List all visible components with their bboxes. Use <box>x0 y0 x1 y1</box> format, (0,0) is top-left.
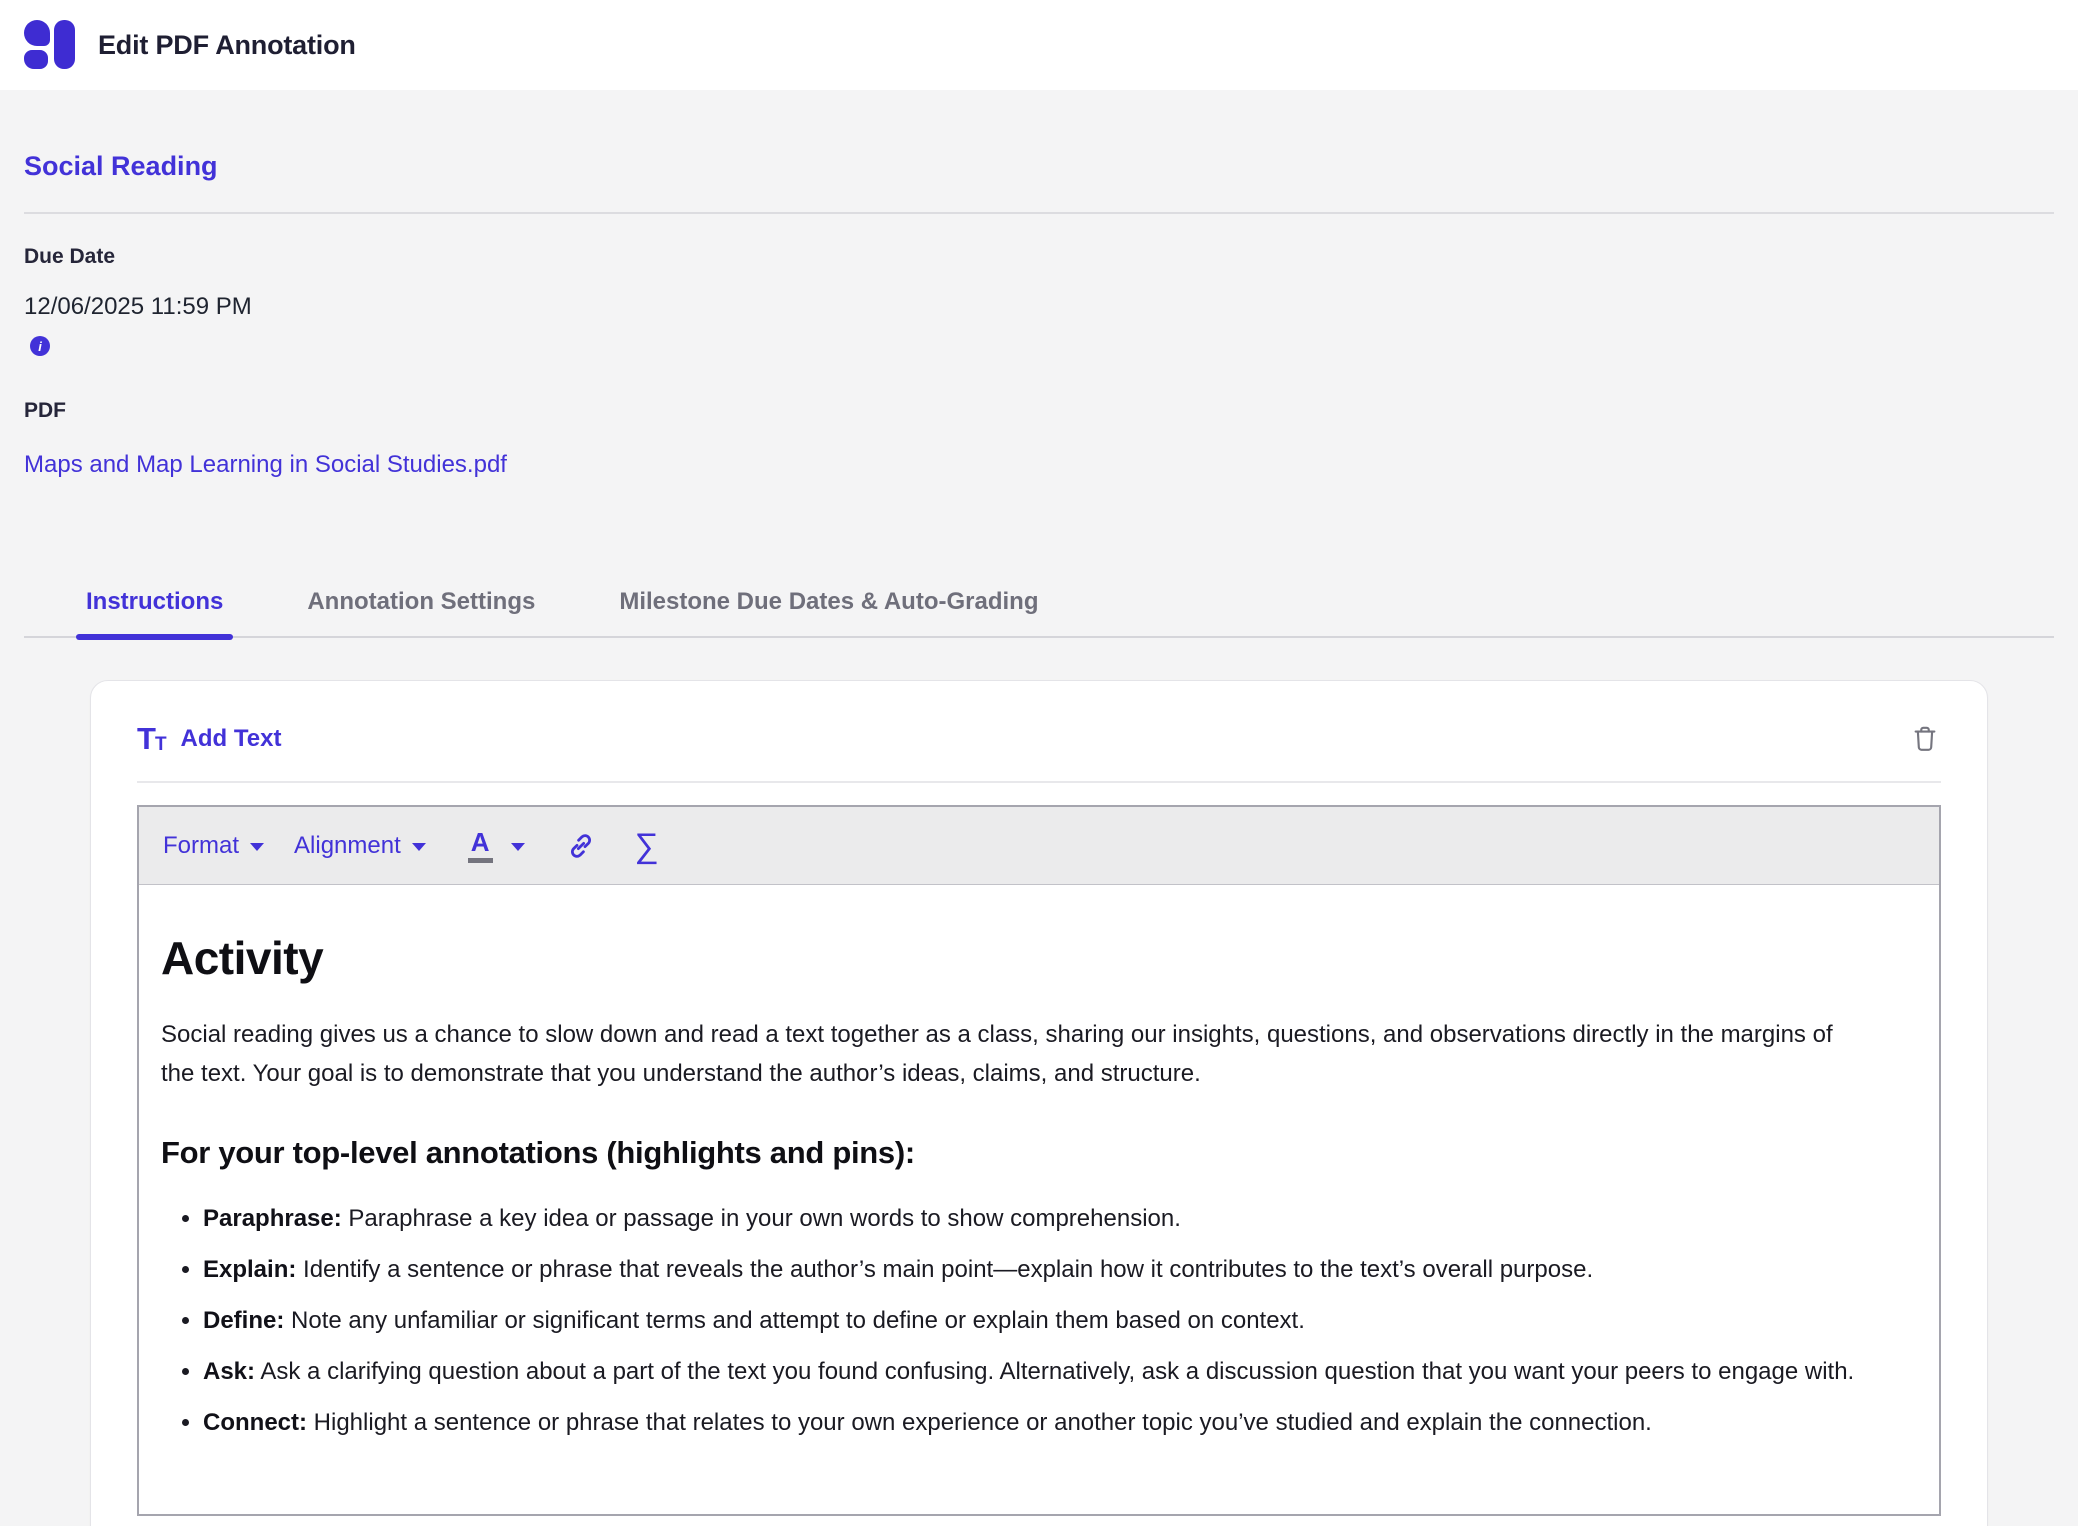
list-item: • Connect: Highlight a sentence or phrase that relates to your own experience or another topic you’ve studied and explain the connection. <box>203 1403 1891 1442</box>
doc-intro-paragraph: Social reading gives us a chance to slow down and read a text together as a class, sharing our insights, questions, and observations directly in the margins of the text. Your goal is to demonstrate that you understand the author’s ideas, claims, and structure. <box>161 1021 1833 1087</box>
editor-toolbar <box>139 807 1939 885</box>
logo-shape-pill <box>54 20 75 69</box>
due-date-value: 12/06/2025 11:59 PM <box>24 293 252 320</box>
app-logo-icon <box>24 20 76 70</box>
list-item: • Explain: Identify a sentence or phrase that reveals the author’s main point—explain how it contributes to the text’s overall purpose. <box>203 1250 1891 1289</box>
editor-content[interactable] <box>139 885 1939 1514</box>
tab-milestone-due-dates-auto-grading[interactable]: Milestone Due Dates & Auto-Grading <box>619 588 1039 615</box>
main-content <box>0 90 2078 1526</box>
pdf-file-link[interactable]: Maps and Map Learning in Social Studies.pdf <box>24 451 507 478</box>
logo-shape-circle <box>24 20 50 46</box>
chevron-down-icon <box>412 843 426 851</box>
delete-block-button[interactable] <box>1909 723 1941 755</box>
sigma-icon: ∑ <box>634 826 659 865</box>
tab-annotation-settings[interactable]: Annotation Settings <box>307 588 536 615</box>
card-divider <box>137 781 1941 783</box>
page-title: Edit PDF Annotation <box>98 29 356 60</box>
rich-text-editor <box>137 805 1941 1516</box>
chevron-down-icon <box>511 843 525 851</box>
tab-bar <box>24 582 2054 638</box>
info-icon[interactable]: i <box>30 336 50 356</box>
tab-instructions[interactable]: Instructions <box>76 588 233 636</box>
link-icon <box>565 830 597 862</box>
list-item: • Paraphrase: Paraphrase a key idea or passage in your own words to show comprehension. <box>203 1199 1891 1238</box>
doc-subheading: For your top-level annotations (highlights and pins): <box>161 1135 915 1170</box>
math-formula-button[interactable] <box>634 826 659 865</box>
doc-heading: Activity <box>161 932 324 984</box>
add-text-label: Add Text <box>180 725 282 752</box>
text-color-button[interactable]: A <box>468 828 493 863</box>
text-format-icon: T T <box>137 721 167 756</box>
due-date-label: Due Date <box>24 245 116 268</box>
assignment-title: Social Reading <box>24 151 218 181</box>
logo-shape-dot <box>24 50 48 69</box>
insert-link-button[interactable] <box>565 830 597 862</box>
alignment-dropdown[interactable]: Alignment <box>294 832 426 860</box>
app-header <box>0 0 2078 90</box>
format-dropdown[interactable]: Format <box>163 832 264 860</box>
add-text-card <box>90 680 1988 1526</box>
card-header <box>137 723 1941 755</box>
annotation-guidelines-list <box>161 1199 1891 1442</box>
chevron-down-icon <box>250 843 264 851</box>
pdf-label: PDF <box>24 399 66 422</box>
text-color-dropdown[interactable] <box>493 840 525 851</box>
list-item: • Define: Note any unfamiliar or significant terms and attempt to define or explain them based on context. <box>203 1301 1891 1340</box>
list-item: • Ask: Ask a clarifying question about a part of the text you found confusing. Alternatively, ask a discussion question that you want your peers to engage with. <box>203 1352 1891 1391</box>
trash-icon <box>1910 724 1940 754</box>
divider <box>24 212 2054 214</box>
